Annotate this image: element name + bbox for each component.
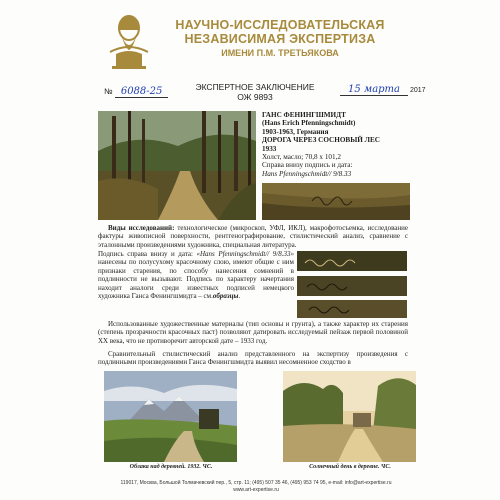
signature-note: Справа внизу подпись и дата: bbox=[262, 161, 353, 170]
date-handwritten: 15 марта bbox=[340, 84, 408, 96]
artist-name: ГАНС ФЕНИНГШМИДТ bbox=[262, 111, 346, 119]
org-line-1: НАУЧНО-ИССЛЕДОВАТЕЛЬСКАЯ bbox=[175, 18, 385, 32]
reference-painting-left-image bbox=[104, 371, 237, 462]
certificate-date bbox=[340, 84, 426, 95]
organization-name bbox=[160, 18, 400, 59]
conclusion-heading bbox=[170, 82, 340, 102]
certificate-number bbox=[104, 86, 168, 97]
artwork-title: ДОРОГА ЧЕРЕЗ СОСНОВЫЙ ЛЕС bbox=[262, 136, 381, 145]
samples-link[interactable]: образцы bbox=[212, 292, 239, 301]
paragraph-materials: Использованные художественные материалы (тип основы и грунта), а также характер их старения (степень прозрачности красочных паст) позволяют датировать исследуемый пейзаж первой половиной XX века, что не противоречит авторской дате – 1933 год. bbox=[98, 320, 408, 345]
artist-years: 1903-1963, Германия bbox=[262, 127, 329, 136]
signature-sample-1-image bbox=[297, 251, 407, 271]
artwork-year: 1933 bbox=[262, 144, 277, 153]
org-line-3: ИМЕНИ П.М. ТРЕТЬЯКОВА bbox=[221, 48, 339, 58]
org-line-2: НЕЗАВИСИМАЯ ЭКСПЕРТИЗА bbox=[184, 32, 376, 46]
footer-address: 119017, Москва, Большой Толмачевский пер., 5, стр. 11; (495) 507 35 46, (495) 953 74 95, e-mail: info@art-expertise.ru bbox=[120, 480, 392, 486]
signature-text: Hans Pfenningschmidt// 9/8.33 bbox=[262, 169, 352, 178]
research-types-label: Виды исследований: bbox=[108, 224, 175, 232]
signature-para-end: . bbox=[238, 292, 241, 301]
signature-para-quote: «Hans Pfenningschmidt// 9/8.33» bbox=[196, 250, 294, 258]
conclusion-code: ОЖ 9893 bbox=[237, 92, 273, 102]
artwork-medium: Холст, масло; 70,8 х 101,2 bbox=[262, 153, 341, 162]
signature-sample-2-image bbox=[297, 276, 407, 296]
conclusion-title: ЭКСПЕРТНОЕ ЗАКЛЮЧЕНИЕ bbox=[195, 82, 315, 92]
paragraph-research-types bbox=[98, 224, 408, 249]
caption-left: Облака над деревней. 1932. ЧС. bbox=[129, 464, 213, 470]
paragraph-signature bbox=[98, 250, 294, 300]
footer-website[interactable]: www.art-expertise.ru bbox=[233, 486, 279, 493]
footer-contacts bbox=[96, 480, 416, 493]
main-painting-image bbox=[98, 111, 256, 220]
signature-sample-3-image bbox=[297, 300, 407, 318]
date-year: 2017 bbox=[409, 87, 426, 94]
signature-detail-image bbox=[262, 183, 410, 220]
research-types-text: технологическое (микроскоп, УФЛ, ИКЛ), макрофотосъемка, исследование фактуры живописной поверхности, рентгенографирование, стилистический анализ, сравнение с эталонными произведениями художника, специальная литература. bbox=[98, 224, 408, 249]
paragraph-comparison: Сравнительный стилистический анализ представленного на экспертизу произведения с подлинными произведениями Ганса Фенингшмидта выявил несомненное сходство в bbox=[98, 350, 408, 367]
signature-para-start: Подпись справа внизу и дата: bbox=[98, 250, 197, 258]
signature-para-body: нанесены по полусухому красочному слою, имеют общие с ним признаки старения, по способу нанесения сомнений в подлинности не вызывают. Подпись по характеру начертания находит аналоги среди известных подписей немецкого художника Ганса Фенингшмидта – см. bbox=[98, 258, 294, 301]
artwork-info bbox=[262, 111, 412, 178]
tretyakov-portrait-logo bbox=[104, 8, 154, 70]
number-prefix: № bbox=[104, 87, 113, 96]
number-handwritten: 6088-25 bbox=[115, 86, 169, 98]
caption-right: Солнечный день в деревне. ЧС. bbox=[309, 464, 391, 470]
reference-painting-right-image bbox=[283, 371, 416, 462]
artist-latin-name: (Hans Erich Pfenningschmidt) bbox=[262, 119, 356, 128]
